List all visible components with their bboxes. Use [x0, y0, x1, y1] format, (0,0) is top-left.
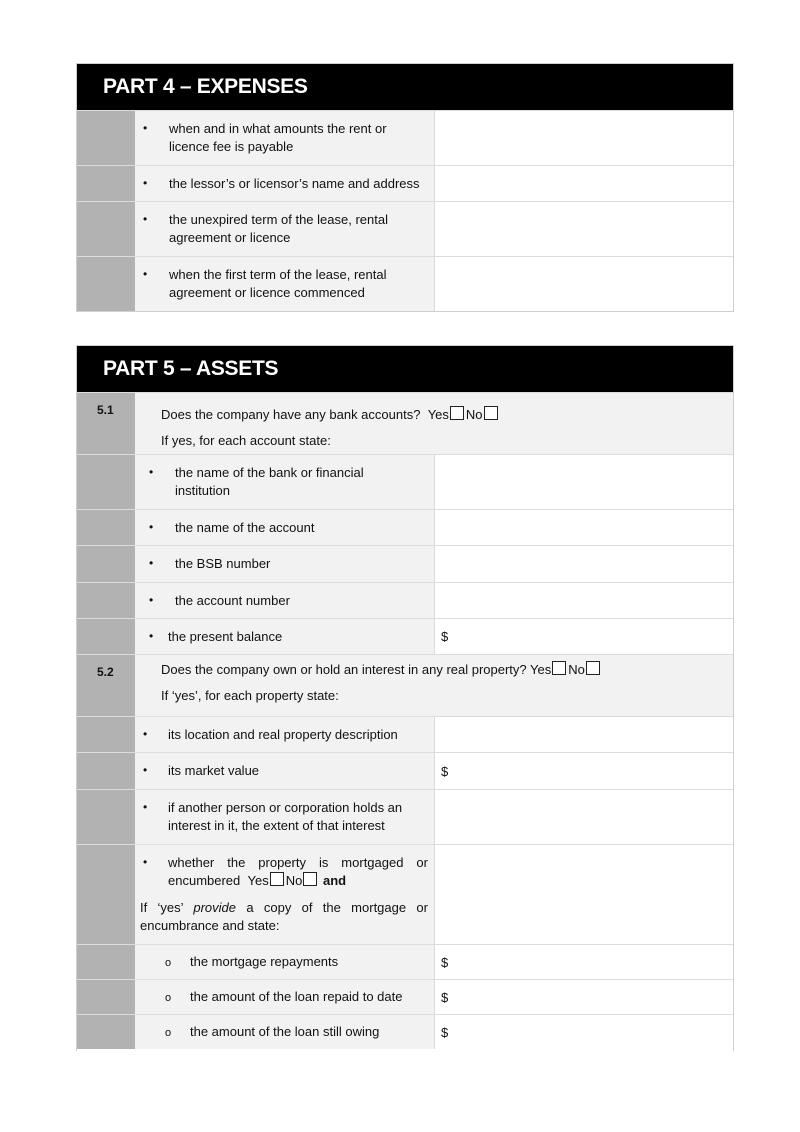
yes-checkbox[interactable]: [450, 406, 464, 420]
no-label: No: [465, 407, 483, 422]
row-description: [135, 111, 435, 165]
note-post: a copy of the mortgage or encumbrance and state:: [140, 900, 428, 933]
table-row: [77, 110, 733, 165]
bullet-icon: •: [143, 212, 148, 226]
row-description: [135, 619, 435, 654]
row-text: the unexpired term of the lease, rental agreement or licence: [169, 212, 388, 245]
row-number-cell: [77, 111, 135, 165]
answer-field[interactable]: [435, 510, 733, 545]
question-number: 5.1: [77, 393, 135, 454]
row-number-cell: [77, 790, 135, 844]
answer-field[interactable]: [435, 166, 733, 201]
question-number: 5.2: [77, 655, 135, 716]
row-description: [135, 717, 435, 752]
row-description: [135, 753, 435, 789]
question-row-5-1: [77, 392, 733, 454]
row-text: the lessor’s or licensor’s name and address: [169, 176, 420, 191]
mortgage-description: [135, 845, 435, 944]
bullet-icon: •: [143, 800, 148, 814]
row-description: [135, 1015, 435, 1049]
row-description: [135, 455, 435, 509]
row-number-cell: [77, 455, 135, 509]
part5-title: PART 5 – ASSETS: [77, 346, 733, 392]
row-text: the present balance: [168, 629, 283, 644]
followup-text: If yes, for each account state:: [161, 433, 331, 448]
table-row: [77, 844, 733, 944]
row-text: if another person or corporation holds an interest in it, the extent of that interest: [168, 800, 403, 833]
row-number-cell: [77, 166, 135, 201]
part5-section: [76, 345, 734, 1051]
table-row: [77, 789, 733, 844]
repayments-field[interactable]: $: [435, 945, 733, 979]
row-number-cell: [77, 546, 135, 582]
row-description: [135, 257, 435, 311]
yes-checkbox[interactable]: [270, 872, 284, 886]
no-label: No: [285, 873, 303, 888]
circle-bullet-icon: o: [165, 992, 172, 1004]
bullet-icon: •: [143, 121, 148, 135]
question-label: Does the company own or hold an interest in any real property?: [161, 662, 527, 677]
row-number-cell: [77, 980, 135, 1014]
question-text: [135, 655, 733, 716]
answer-field[interactable]: [435, 546, 733, 582]
bullet-icon: •: [149, 520, 154, 534]
table-row: [77, 509, 733, 545]
still-owing-field[interactable]: $: [435, 1015, 733, 1049]
question-text: [135, 393, 733, 454]
answer-field[interactable]: [435, 455, 733, 509]
row-description: [135, 790, 435, 844]
note-pre: If ‘yes’: [140, 900, 184, 915]
row-text: when the first term of the lease, rental agreement or licence commenced: [169, 267, 387, 300]
table-row: [77, 618, 733, 654]
row-description: [135, 583, 435, 618]
row-description: [135, 546, 435, 582]
no-label: No: [568, 662, 585, 677]
market-value-field[interactable]: $: [435, 753, 733, 789]
answer-field[interactable]: [435, 717, 733, 752]
row-description: [135, 202, 435, 256]
part4-section: [76, 63, 734, 312]
table-row: [77, 201, 733, 256]
row-text: the mortgage repayments: [190, 954, 339, 969]
row-description: [135, 166, 435, 201]
row-text: the amount of the loan repaid to date: [190, 989, 403, 1004]
bullet-icon: •: [143, 267, 148, 281]
answer-field[interactable]: [435, 202, 733, 256]
balance-field[interactable]: $: [435, 619, 733, 654]
table-row: [77, 979, 733, 1014]
row-text: the name of the bank or financial institution: [175, 465, 364, 498]
bullet-icon: •: [143, 855, 148, 869]
circle-bullet-icon: o: [165, 1027, 172, 1039]
repaid-to-date-field[interactable]: $: [435, 980, 733, 1014]
yes-label: Yes: [530, 662, 552, 677]
mortgage-text: whether the property is mortgaged or encumbered: [168, 855, 428, 888]
row-number-cell: [77, 619, 135, 654]
no-checkbox[interactable]: [586, 661, 600, 675]
part4-title: PART 4 – EXPENSES: [77, 64, 733, 110]
mortgage-question: [168, 854, 428, 890]
row-number-cell: [77, 945, 135, 979]
table-row: [77, 1014, 733, 1049]
question-label: Does the company have any bank accounts?: [161, 407, 421, 422]
row-number-cell: [77, 202, 135, 256]
table-row: [77, 716, 733, 752]
row-text: when and in what amounts the rent or licence fee is payable: [169, 121, 387, 154]
note-italic: provide: [193, 900, 237, 915]
row-text: its market value: [168, 763, 260, 778]
row-description: [135, 510, 435, 545]
answer-field[interactable]: [435, 111, 733, 165]
row-text: the account number: [175, 593, 290, 608]
bullet-icon: •: [149, 629, 154, 643]
circle-bullet-icon: o: [165, 957, 172, 969]
row-description: [135, 980, 435, 1014]
table-row: [77, 944, 733, 979]
yes-label: Yes: [247, 873, 269, 888]
yes-checkbox[interactable]: [552, 661, 566, 675]
table-row: [77, 545, 733, 582]
row-number-cell: [77, 510, 135, 545]
table-row: [77, 582, 733, 618]
no-checkbox[interactable]: [303, 872, 317, 886]
answer-field[interactable]: [435, 845, 733, 944]
row-number-cell: [77, 257, 135, 311]
answer-field[interactable]: [435, 257, 733, 311]
row-number-cell: [77, 583, 135, 618]
mortgage-note: [140, 899, 428, 935]
bullet-icon: •: [143, 727, 148, 741]
table-row: [77, 752, 733, 789]
followup-text: If ‘yes’, for each property state:: [161, 688, 339, 703]
bullet-icon: •: [143, 176, 148, 190]
row-number-cell: [77, 1015, 135, 1049]
answer-field[interactable]: [435, 790, 733, 844]
yes-label: Yes: [427, 407, 449, 422]
and-label: and: [322, 873, 347, 888]
row-text: the BSB number: [175, 556, 271, 571]
question-row-5-2: [77, 654, 733, 716]
row-text: the name of the account: [175, 520, 315, 535]
bullet-icon: •: [149, 556, 154, 570]
table-row: [77, 256, 733, 311]
bullet-icon: •: [143, 763, 148, 777]
row-number-cell: [77, 845, 135, 944]
answer-field[interactable]: [435, 583, 733, 618]
table-row: [77, 165, 733, 201]
row-number-cell: [77, 753, 135, 789]
row-text: its location and real property description: [168, 727, 398, 742]
no-checkbox[interactable]: [484, 406, 498, 420]
row-number-cell: [77, 717, 135, 752]
bullet-icon: •: [149, 465, 154, 479]
row-description: [135, 945, 435, 979]
table-row: [77, 454, 733, 509]
bullet-icon: •: [149, 593, 154, 607]
row-text: the amount of the loan still owing: [190, 1024, 380, 1039]
